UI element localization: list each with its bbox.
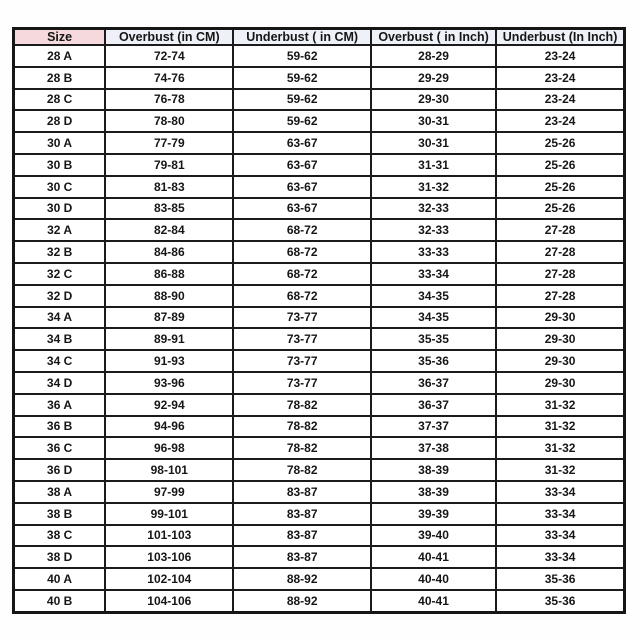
value-cell: 39-40	[371, 525, 496, 547]
value-cell: 78-80	[105, 110, 233, 132]
value-cell: 87-89	[105, 307, 233, 329]
value-cell: 59-62	[233, 110, 370, 132]
value-cell: 68-72	[233, 285, 370, 307]
value-cell: 88-90	[105, 285, 233, 307]
table-row	[14, 481, 625, 503]
value-cell: 33-34	[496, 546, 624, 568]
value-cell: 37-37	[371, 416, 496, 438]
value-cell: 29-30	[496, 372, 624, 394]
value-cell: 28-29	[371, 45, 496, 67]
value-cell: 31-32	[496, 459, 624, 481]
size-cell: 32 D	[14, 285, 106, 307]
value-cell: 78-82	[233, 394, 370, 416]
table-body	[14, 45, 625, 613]
value-cell: 63-67	[233, 154, 370, 176]
value-cell: 76-78	[105, 89, 233, 111]
value-cell: 27-28	[496, 263, 624, 285]
value-cell: 59-62	[233, 67, 370, 89]
value-cell: 93-96	[105, 372, 233, 394]
value-cell: 73-77	[233, 372, 370, 394]
size-cell: 30 B	[14, 154, 106, 176]
value-cell: 33-33	[371, 241, 496, 263]
value-cell: 104-106	[105, 590, 233, 613]
value-cell: 23-24	[496, 67, 624, 89]
table-row	[14, 328, 625, 350]
size-cell: 40 A	[14, 568, 106, 590]
value-cell: 31-32	[496, 437, 624, 459]
table-row	[14, 67, 625, 89]
value-cell: 25-26	[496, 132, 624, 154]
size-cell: 32 C	[14, 263, 106, 285]
table-row	[14, 503, 625, 525]
value-cell: 30-31	[371, 110, 496, 132]
size-cell: 28 D	[14, 110, 106, 132]
value-cell: 31-32	[496, 416, 624, 438]
size-chart-table	[12, 27, 626, 614]
value-cell: 77-79	[105, 132, 233, 154]
table-row	[14, 132, 625, 154]
table-row	[14, 176, 625, 198]
value-cell: 68-72	[233, 263, 370, 285]
table-row	[14, 394, 625, 416]
size-cell: 38 B	[14, 503, 106, 525]
value-cell: 32-33	[371, 198, 496, 220]
value-cell: 96-98	[105, 437, 233, 459]
table-row	[14, 590, 625, 613]
value-cell: 39-39	[371, 503, 496, 525]
value-cell: 79-81	[105, 154, 233, 176]
value-cell: 78-82	[233, 437, 370, 459]
size-cell: 30 C	[14, 176, 106, 198]
header-row	[14, 29, 625, 46]
value-cell: 36-37	[371, 372, 496, 394]
size-cell: 34 D	[14, 372, 106, 394]
value-cell: 35-36	[371, 350, 496, 372]
value-cell: 68-72	[233, 219, 370, 241]
table-row	[14, 219, 625, 241]
size-cell: 28 B	[14, 67, 106, 89]
value-cell: 40-40	[371, 568, 496, 590]
value-cell: 97-99	[105, 481, 233, 503]
table-row	[14, 198, 625, 220]
value-cell: 73-77	[233, 328, 370, 350]
value-cell: 68-72	[233, 241, 370, 263]
value-cell: 27-28	[496, 219, 624, 241]
table-row	[14, 241, 625, 263]
value-cell: 63-67	[233, 132, 370, 154]
header-cell-overbust-cm: Overbust (in CM)	[105, 29, 233, 46]
value-cell: 89-91	[105, 328, 233, 350]
size-cell: 38 C	[14, 525, 106, 547]
value-cell: 23-24	[496, 110, 624, 132]
table-row	[14, 263, 625, 285]
value-cell: 31-32	[371, 176, 496, 198]
value-cell: 34-35	[371, 285, 496, 307]
table-row	[14, 372, 625, 394]
size-cell: 28 C	[14, 89, 106, 111]
value-cell: 63-67	[233, 198, 370, 220]
size-cell: 28 A	[14, 45, 106, 67]
value-cell: 92-94	[105, 394, 233, 416]
value-cell: 36-37	[371, 394, 496, 416]
table-row	[14, 459, 625, 481]
value-cell: 86-88	[105, 263, 233, 285]
value-cell: 29-30	[496, 328, 624, 350]
value-cell: 98-101	[105, 459, 233, 481]
size-cell: 36 B	[14, 416, 106, 438]
value-cell: 35-35	[371, 328, 496, 350]
value-cell: 101-103	[105, 525, 233, 547]
size-cell: 32 A	[14, 219, 106, 241]
value-cell: 91-93	[105, 350, 233, 372]
value-cell: 40-41	[371, 546, 496, 568]
value-cell: 35-36	[496, 568, 624, 590]
size-cell: 38 D	[14, 546, 106, 568]
table-row	[14, 154, 625, 176]
value-cell: 31-32	[496, 394, 624, 416]
value-cell: 37-38	[371, 437, 496, 459]
table-row	[14, 307, 625, 329]
table-row	[14, 546, 625, 568]
table-row	[14, 437, 625, 459]
value-cell: 25-26	[496, 176, 624, 198]
value-cell: 82-84	[105, 219, 233, 241]
size-cell: 36 C	[14, 437, 106, 459]
value-cell: 40-41	[371, 590, 496, 613]
header-cell-underbust-inch: Underbust (In Inch)	[496, 29, 624, 46]
value-cell: 78-82	[233, 416, 370, 438]
value-cell: 38-39	[371, 481, 496, 503]
value-cell: 32-33	[371, 219, 496, 241]
size-cell: 36 A	[14, 394, 106, 416]
value-cell: 29-30	[371, 89, 496, 111]
value-cell: 29-29	[371, 67, 496, 89]
size-cell: 30 D	[14, 198, 106, 220]
size-cell: 40 B	[14, 590, 106, 613]
value-cell: 23-24	[496, 89, 624, 111]
value-cell: 29-30	[496, 350, 624, 372]
value-cell: 83-87	[233, 481, 370, 503]
value-cell: 83-85	[105, 198, 233, 220]
table-row	[14, 416, 625, 438]
value-cell: 83-87	[233, 525, 370, 547]
size-cell: 34 A	[14, 307, 106, 329]
value-cell: 33-34	[496, 503, 624, 525]
value-cell: 78-82	[233, 459, 370, 481]
value-cell: 33-34	[371, 263, 496, 285]
header-cell-size: Size	[14, 29, 106, 46]
value-cell: 63-67	[233, 176, 370, 198]
value-cell: 27-28	[496, 285, 624, 307]
value-cell: 34-35	[371, 307, 496, 329]
table-row	[14, 525, 625, 547]
value-cell: 35-36	[496, 590, 624, 613]
value-cell: 84-86	[105, 241, 233, 263]
table-row	[14, 45, 625, 67]
value-cell: 23-24	[496, 45, 624, 67]
value-cell: 103-106	[105, 546, 233, 568]
size-cell: 30 A	[14, 132, 106, 154]
value-cell: 27-28	[496, 241, 624, 263]
value-cell: 73-77	[233, 307, 370, 329]
table-row	[14, 110, 625, 132]
size-cell: 34 B	[14, 328, 106, 350]
value-cell: 59-62	[233, 89, 370, 111]
value-cell: 33-34	[496, 481, 624, 503]
value-cell: 74-76	[105, 67, 233, 89]
value-cell: 73-77	[233, 350, 370, 372]
header-cell-underbust-cm: Underbust ( in CM)	[233, 29, 370, 46]
value-cell: 83-87	[233, 503, 370, 525]
value-cell: 88-92	[233, 568, 370, 590]
value-cell: 38-39	[371, 459, 496, 481]
value-cell: 25-26	[496, 154, 624, 176]
size-cell: 32 B	[14, 241, 106, 263]
value-cell: 94-96	[105, 416, 233, 438]
value-cell: 102-104	[105, 568, 233, 590]
value-cell: 88-92	[233, 590, 370, 613]
table-row	[14, 350, 625, 372]
size-cell: 34 C	[14, 350, 106, 372]
value-cell: 29-30	[496, 307, 624, 329]
header-cell-overbust-inch: Overbust ( in Inch)	[371, 29, 496, 46]
value-cell: 30-31	[371, 132, 496, 154]
size-cell: 38 A	[14, 481, 106, 503]
value-cell: 81-83	[105, 176, 233, 198]
value-cell: 33-34	[496, 525, 624, 547]
size-cell: 36 D	[14, 459, 106, 481]
value-cell: 83-87	[233, 546, 370, 568]
value-cell: 31-31	[371, 154, 496, 176]
value-cell: 59-62	[233, 45, 370, 67]
value-cell: 99-101	[105, 503, 233, 525]
table-row	[14, 568, 625, 590]
table-row	[14, 285, 625, 307]
size-chart-container	[12, 27, 626, 614]
value-cell: 72-74	[105, 45, 233, 67]
table-row	[14, 89, 625, 111]
value-cell: 25-26	[496, 198, 624, 220]
